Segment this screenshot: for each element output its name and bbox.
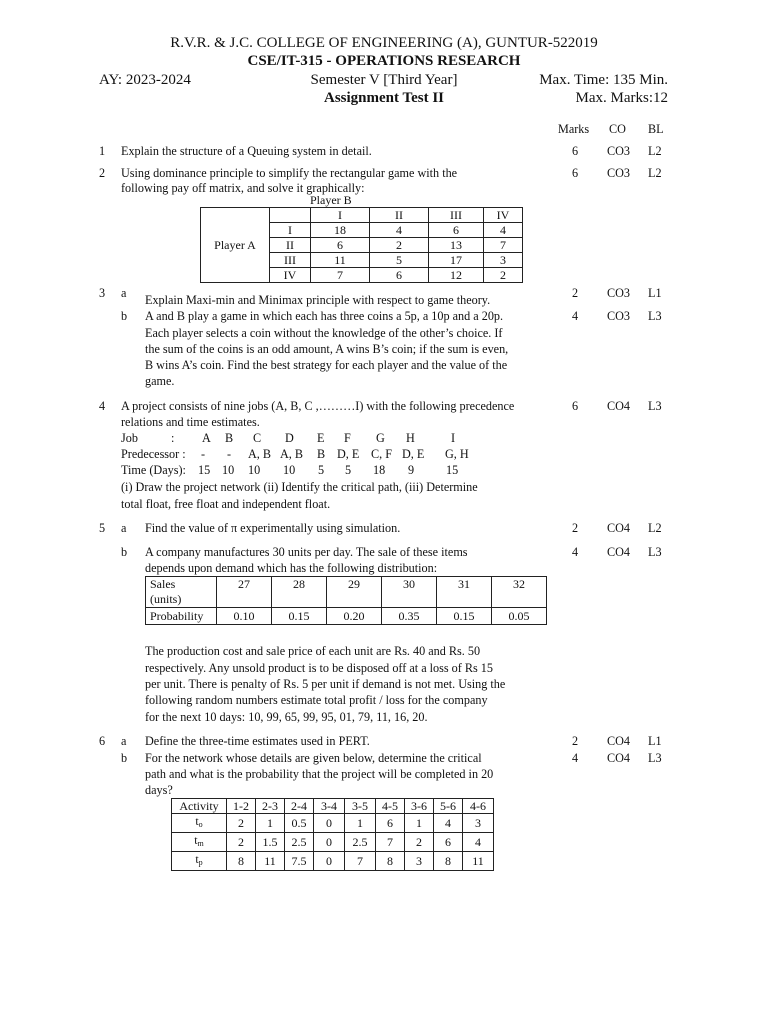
- marks-column-head: Marks: [558, 122, 590, 136]
- job-time: 10: [248, 463, 261, 477]
- predecessor: B: [317, 447, 326, 461]
- pessimistic-time: 8: [434, 852, 463, 871]
- co-value: CO3: [607, 166, 631, 180]
- marks-value: 6: [572, 144, 579, 158]
- max-time: Max. Time: 135 Min.: [539, 72, 668, 88]
- part-label: a: [121, 734, 127, 748]
- predecessor: -: [201, 447, 206, 461]
- payoff-cell: 7: [484, 238, 523, 253]
- question-number: 6: [99, 734, 106, 748]
- sales-cell: 27: [217, 577, 272, 608]
- pessimistic-time: 0: [314, 852, 345, 871]
- question-number: 2: [99, 166, 106, 180]
- payoff-cell: 4: [484, 223, 523, 238]
- pessimistic-time: 3: [405, 852, 434, 871]
- player-b-label: Player B: [310, 193, 352, 207]
- optimistic-time: 2: [227, 814, 256, 833]
- job-name: D: [285, 431, 294, 445]
- most-likely-time-label: $t_m$: [172, 833, 227, 852]
- question-number: 4: [99, 399, 106, 413]
- payoff-cell: 4: [370, 223, 429, 238]
- question-text: Find the value of π experimentally using simulation.: [145, 521, 401, 535]
- question-text-line: Each player selects a coin without the knowledge of the other’s choice. If: [145, 326, 503, 340]
- question-text-line: total float, free float and independent float.: [121, 497, 331, 511]
- most-likely-time: 2: [227, 833, 256, 852]
- job-label: Job: [121, 431, 138, 445]
- demand-distribution-table: [145, 576, 547, 625]
- job-time: 10: [283, 463, 296, 477]
- question-number: 5: [99, 521, 106, 535]
- marks-value: 4: [572, 309, 579, 323]
- optimistic-time: 4: [434, 814, 463, 833]
- question-text-line: For the network whose details are given below, determine the critical: [145, 751, 482, 765]
- job-time: 10: [222, 463, 235, 477]
- part-label: a: [121, 286, 127, 300]
- bl-value: L2: [648, 521, 662, 535]
- sales-header: [146, 577, 217, 608]
- col-head: III: [429, 208, 484, 223]
- co-value: CO3: [607, 286, 631, 300]
- optimistic-time: 0.5: [285, 814, 314, 833]
- most-likely-time: 4: [463, 833, 494, 852]
- sales-cell: 28: [272, 577, 327, 608]
- question-text-line: A project consists of nine jobs (A, B, C ,………I) with the following precedence: [121, 399, 515, 413]
- payoff-cell: 18: [311, 223, 370, 238]
- most-likely-time: 2.5: [345, 833, 376, 852]
- job-name: E: [317, 431, 325, 445]
- question-text-line: the sum of the coins is an odd amount, A wins B’s coin; if the sum is even,: [145, 342, 509, 356]
- units-label: (units): [150, 592, 182, 606]
- marks-value: 6: [572, 166, 579, 180]
- semester: Semester V [Third Year]: [310, 72, 458, 88]
- activity: 3-5: [345, 799, 376, 814]
- job-name: I: [451, 431, 456, 445]
- predecessor: D, E: [402, 447, 425, 461]
- part-label: a: [121, 521, 127, 535]
- job-time: 5: [345, 463, 352, 477]
- question-text-line: game.: [145, 374, 175, 388]
- optimistic-time: 1: [256, 814, 285, 833]
- probability-cell: 0.15: [272, 608, 327, 625]
- probability-label: Probability: [146, 608, 217, 625]
- pert-activity-table: [171, 798, 494, 871]
- question-text-line: A and B play a game in which each has three coins a 5p, a 10p and a 20p.: [145, 309, 504, 323]
- academic-year: AY: 2023-2024: [99, 72, 191, 88]
- predecessor: A, B: [248, 447, 272, 461]
- sales-cell: 29: [327, 577, 382, 608]
- paragraph-line: for the next 10 days: 10, 99, 65, 99, 95, 01, 79, 11, 16, 20.: [145, 710, 428, 724]
- payoff-cell: 11: [311, 253, 370, 268]
- paragraph-line: respectively. Any unsold product is to be disposed off at a loss of Rs 15: [145, 661, 493, 675]
- co-value: CO4: [607, 521, 631, 535]
- activity-label: Activity: [172, 799, 227, 814]
- payoff-matrix: [200, 207, 523, 283]
- predecessor-label: Predecessor :: [121, 447, 186, 461]
- marks-value: 2: [572, 286, 579, 300]
- predecessor: C, F: [371, 447, 393, 461]
- sales-cell: 31: [437, 577, 492, 608]
- question-number: 1: [99, 144, 106, 158]
- bl-value: L1: [648, 734, 662, 748]
- payoff-cell: 3: [484, 253, 523, 268]
- probability-cell: 0.35: [382, 608, 437, 625]
- job-time: 15: [198, 463, 211, 477]
- row-label: III: [270, 253, 311, 268]
- predecessor: G, H: [445, 447, 469, 461]
- col-head: IV: [484, 208, 523, 223]
- payoff-cell: 6: [370, 268, 429, 283]
- job-name: F: [344, 431, 351, 445]
- activity: 4-6: [463, 799, 494, 814]
- payoff-cell: 6: [311, 238, 370, 253]
- question-text-line: Using dominance principle to simplify the rectangular game with the: [121, 166, 458, 180]
- bl-value: L3: [648, 751, 662, 765]
- marks-value: 2: [572, 521, 579, 535]
- paragraph-line: following random numbers estimate total profit / loss for the company: [145, 693, 488, 707]
- probability-cell: 0.05: [492, 608, 547, 625]
- row-label: II: [270, 238, 311, 253]
- pessimistic-time-label: $t_p$: [172, 852, 227, 871]
- payoff-cell: 7: [311, 268, 370, 283]
- job-name: G: [376, 431, 385, 445]
- activity: 2-4: [285, 799, 314, 814]
- job-name: A: [202, 431, 211, 445]
- optimistic-time: 1: [345, 814, 376, 833]
- co-value: CO4: [607, 751, 631, 765]
- bl-value: L3: [648, 399, 662, 413]
- question-text-line: relations and time estimates.: [121, 415, 260, 429]
- paragraph-line: The production cost and sale price of each unit are Rs. 40 and Rs. 50: [145, 644, 481, 658]
- part-label: b: [121, 545, 128, 559]
- activity: 4-5: [376, 799, 405, 814]
- job-time: 15: [446, 463, 459, 477]
- optimistic-time-label: $t_o$: [172, 814, 227, 833]
- probability-cell: 0.15: [437, 608, 492, 625]
- co-value: CO4: [607, 545, 631, 559]
- activity: 5-6: [434, 799, 463, 814]
- activity: 1-2: [227, 799, 256, 814]
- payoff-cell: 5: [370, 253, 429, 268]
- job-name: B: [225, 431, 234, 445]
- co-value: CO3: [607, 309, 631, 323]
- question-text-line: (i) Draw the project network (ii) Identify the critical path, (iii) Determine: [121, 480, 478, 494]
- question-text-line: path and what is the probability that the project will be completed in 20: [145, 767, 494, 781]
- row-label: I: [270, 223, 311, 238]
- co-value: CO3: [607, 144, 631, 158]
- co-value: CO4: [607, 734, 631, 748]
- question-number: 3: [99, 286, 106, 300]
- payoff-cell: 17: [429, 253, 484, 268]
- bl-value: L3: [648, 309, 662, 323]
- marks-value: 6: [572, 399, 579, 413]
- bl-value: L1: [648, 286, 662, 300]
- player-a-label: Player A: [201, 238, 270, 253]
- part-label: b: [121, 309, 128, 323]
- predecessor: A, B: [280, 447, 304, 461]
- question-text-line: days?: [145, 783, 173, 797]
- row-label: IV: [270, 268, 311, 283]
- col-head: I: [311, 208, 370, 223]
- most-likely-time: 6: [434, 833, 463, 852]
- most-likely-time: 2: [405, 833, 434, 852]
- sales-cell: 30: [382, 577, 437, 608]
- most-likely-time: 1.5: [256, 833, 285, 852]
- co-column-head: CO: [609, 122, 626, 136]
- predecessor: -: [227, 447, 232, 461]
- question-text-line: following pay off matrix, and solve it graphically:: [121, 181, 365, 195]
- bl-value: L2: [648, 144, 662, 158]
- job-name: C: [253, 431, 262, 445]
- pessimistic-time: 11: [256, 852, 285, 871]
- pessimistic-time: 11: [463, 852, 494, 871]
- payoff-cell: 12: [429, 268, 484, 283]
- job-time: 5: [318, 463, 325, 477]
- question-text-line: B wins A’s coin. Find the best strategy for each player and the value of the: [145, 358, 508, 372]
- time-label: Time (Days):: [121, 463, 186, 477]
- sales-cell: 32: [492, 577, 547, 608]
- question-text-line: A company manufactures 30 units per day. The sale of these items: [145, 545, 468, 559]
- payoff-cell: 2: [484, 268, 523, 283]
- pessimistic-time: 8: [227, 852, 256, 871]
- optimistic-time: 6: [376, 814, 405, 833]
- probability-cell: 0.10: [217, 608, 272, 625]
- course-title: CSE/IT-315 - OPERATIONS RESEARCH: [247, 53, 521, 69]
- test-title: Assignment Test II: [323, 90, 445, 106]
- pessimistic-time: 8: [376, 852, 405, 871]
- activity: 3-4: [314, 799, 345, 814]
- pessimistic-time: 7.5: [285, 852, 314, 871]
- co-value: CO4: [607, 399, 631, 413]
- optimistic-time: 3: [463, 814, 494, 833]
- marks-value: 4: [572, 545, 579, 559]
- col-head: II: [370, 208, 429, 223]
- marks-value: 4: [572, 751, 579, 765]
- bl-value: L3: [648, 545, 662, 559]
- question-text: Explain the structure of a Queuing system in detail.: [121, 144, 372, 158]
- pessimistic-time: 7: [345, 852, 376, 871]
- bl-column-head: BL: [648, 122, 664, 136]
- paragraph-line: per unit. There is penalty of Rs. 5 per unit if demand is not met. Using the: [145, 677, 506, 691]
- optimistic-time: 1: [405, 814, 434, 833]
- activity: 3-6: [405, 799, 434, 814]
- question-text-line: depends upon demand which has the following distribution:: [145, 561, 438, 575]
- most-likely-time: 0: [314, 833, 345, 852]
- part-label: b: [121, 751, 128, 765]
- probability-cell: 0.20: [327, 608, 382, 625]
- college-name: R.V.R. & J.C. COLLEGE OF ENGINEERING (A), GUNTUR-522019: [170, 35, 598, 51]
- most-likely-time: 7: [376, 833, 405, 852]
- job-time: 9: [408, 463, 415, 477]
- job-name: H: [406, 431, 415, 445]
- bl-value: L2: [648, 166, 662, 180]
- most-likely-time: 2.5: [285, 833, 314, 852]
- question-text: Define the three-time estimates used in PERT.: [145, 734, 370, 748]
- job-colon: :: [171, 431, 175, 445]
- activity: 2-3: [256, 799, 285, 814]
- max-marks: Max. Marks:12: [575, 90, 668, 106]
- question-text: Explain Maxi-min and Minimax principle with respect to game theory.: [145, 293, 491, 307]
- payoff-cell: 2: [370, 238, 429, 253]
- payoff-cell: 6: [429, 223, 484, 238]
- predecessor: D, E: [337, 447, 360, 461]
- payoff-cell: 13: [429, 238, 484, 253]
- optimistic-time: 0: [314, 814, 345, 833]
- marks-value: 2: [572, 734, 579, 748]
- sales-label: Sales: [150, 577, 176, 591]
- job-time: 18: [373, 463, 386, 477]
